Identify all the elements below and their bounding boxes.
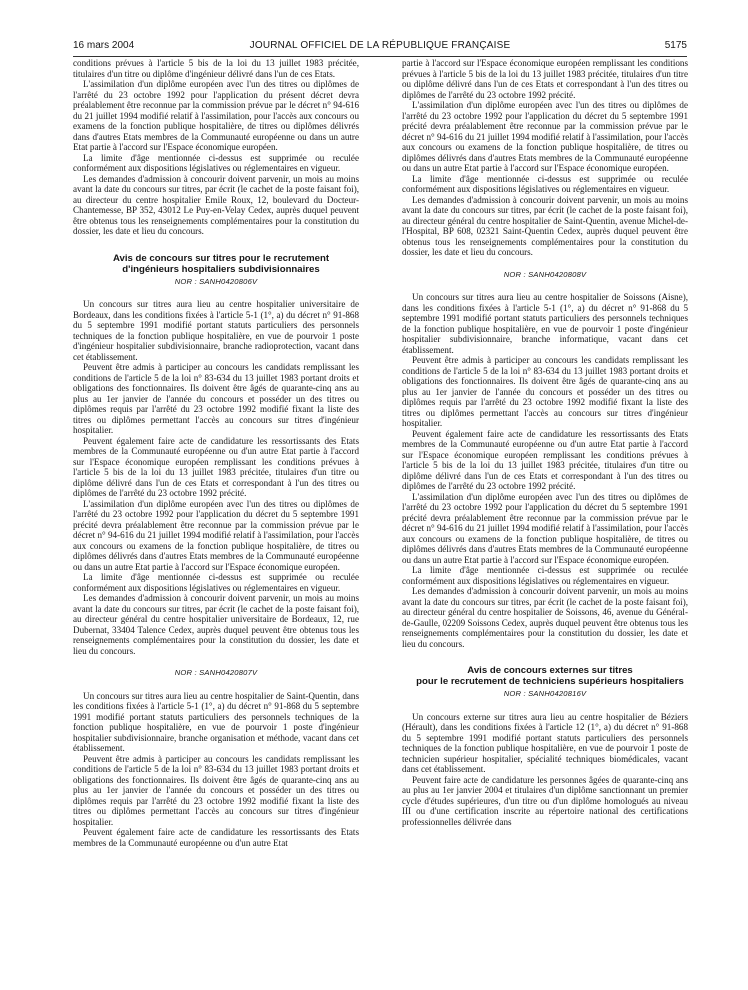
paragraph: Un concours sur titres aura lieu au centre hospitalier de Saint-Quentin, dans les conditions fixées à l'article 5-1 (1°, a) du décret n° 91-868 du 5 septembre 1991 modifié portant statuts particuliers des personnels techniques de la fonction publique hospitalière, en vue de pourvoir 1 poste d'ingénieur hospitalier subdivisionnaire, branche organisation et méthode, vacant dans cet établissement. xyxy=(73,690,359,753)
paragraph: Peuvent faire acte de candidature les personnes âgées de quarante-cinq ans au plus au 1er janvier 2004 et titulaires d'un diplôme sanctionnant un premier cycle d'études supérieures, d'un titre ou d'un diplôme homologués au niveau III ou d'une certification inscrite au répertoire national des certifications professionnelles délivrée dans xyxy=(402,774,688,827)
section-title-line: pour le recrutement de techniciens supérieurs hospitaliers xyxy=(416,676,684,687)
nor-reference xyxy=(402,689,688,700)
page-number: 5175 xyxy=(664,40,687,51)
paragraph: L'assimilation d'un diplôme européen avec l'un des titres ou diplômes de l'arrêté du 23 octobre 1992 pour l'application du décret du 5 septembre 1991 précité devra préalablement être reconnue par la commission prévue par le décret n° 94-616 du 21 juillet 1994 modifié relatif à l'assimilation, pour l'accès aux concours ou examens de la fonction publique hospitalière, de titres ou diplômes délivrés dans d'autres Etats membres de la Communauté européenne ou dans un autre Etat partie à l'accord sur l'Espace économique européen. xyxy=(402,100,688,173)
paragraph: L'assimilation d'un diplôme européen avec l'un des titres ou diplômes de l'arrêté du 23 octobre 1992 pour l'application du présent décret devra préalablement être reconnue par la commission prévue par le décret n° 94-616 du 21 juillet 1994 modifié relatif à l'assimilation, pour l'accès aux concours ou examens de la fonction publique hospitalière, de titres ou diplômes délivrés dans d'autres Etats membres de la Communauté européenne ou dans un autre Etat partie à l'accord sur l'Espace économique européen. xyxy=(73,79,359,152)
paragraph: La limite d'âge mentionnée ci-dessus est supprimée ou reculée conformément aux dispositions législatives ou réglementaires en vigueur. xyxy=(73,572,359,593)
paragraph: L'assimilation d'un diplôme européen avec l'un des titres ou diplômes de l'arrêté du 23 octobre 1992 pour l'application du décret du 5 septembre 1991 précité devra préalablement être reconnue par la commission prévue par le décret n° 94-616 du 21 juillet 1994 modifié relatif à l'assimilation, pour l'accès aux concours ou examens de la fonction publique hospitalière, de titres ou diplômes délivrés dans d'autres Etats membres de la Communauté européenne ou dans un autre Etat partie à l'accord sur l'Espace économique européen. xyxy=(402,491,688,565)
journal-title: JOURNAL OFFICIEL DE LA RÉPUBLIQUE FRANÇAISE xyxy=(249,40,511,51)
nor-reference xyxy=(73,277,359,288)
nor-code: NOR : SANH0420807V xyxy=(174,668,258,677)
paragraph: La limite d'âge mentionnée ci-dessus est supprimée ou reculée conformément aux dispositions législatives ou réglementaires en vigueur. xyxy=(73,152,359,173)
paragraph: Un concours externe sur titres aura lieu au centre hospitalier de Béziers (Hérault), dans les conditions fixées à l'article 12 (1°, a) du décret n° 91-868 du 5 septembre 1991 modifié portant statuts particuliers des personnels techniques de la fonction publique hospitalière, en vue de pourvoir 1 poste de technicien supérieur hospitalier, spécialité techniques biomédicales, vacant dans cet établissement. xyxy=(402,711,688,774)
paragraph: Peuvent être admis à participer au concours les candidats remplissant les conditions de l'article 5 de la loi n° 83-634 du 13 juillet 1983 portant droits et obligations des fonctionnaires. Ils doivent être âgés de quarante-cinq ans au plus au 1er janvier de l'année du concours et posséder un des titres ou diplômes requis par l'arrêté du 23 octobre 1992 modifié fixant la liste des titres ou diplômes permettant l'accès au concours sur titres d'ingénieur hospitalier. xyxy=(73,362,359,435)
paragraph: Peuvent également faire acte de candidature les ressortissants des Etats membres de la Communauté européenne ou d'un autre Etat partie à l'accord sur l'Espace économique européen remplissant les conditions prévues à l'article 5 bis de la loi du 13 juillet 1983 précitée, titulaires d'un titre ou diplôme délivré dans l'un de ces Etats et correspondant à l'un des titres ou diplômes de l'arrêté du 23 octobre 1992 précité. xyxy=(402,428,688,491)
section-title-line: d'ingénieurs hospitaliers subdivisionnaires xyxy=(122,263,320,275)
paragraph: Un concours sur titres aura lieu au centre hospitalier de Soissons (Aisne), dans les conditions fixées à l'article 5-1 (1°, a) du décret n° 91-868 du 5 septembre 1991 modifié portant statuts particuliers des personnels techniques de la fonction publique hospitalière, en vue de pourvoir 1 poste d'ingénieur hospitalier subdivisionnaire, branche informatique, vacant dans cet établissement. xyxy=(402,292,688,355)
paragraph: Peuvent être admis à participer au concours les candidats remplissant les conditions de l'article 5 de la loi n° 83-634 du 13 juillet 1983 portant droits et obligations des fonctionnaires. Ils doivent être âgés de quarante-cinq ans au plus au 1er janvier de l'année du concours et posséder un des titres ou diplômes requis par l'arrêté du 23 octobre 1992 modifié fixant la liste des titres ou diplômes permettant l'accès au concours sur titres d'ingénieur hospitalier. xyxy=(73,753,359,827)
left-column xyxy=(73,58,359,983)
paragraph: partie à l'accord sur l'Espace économique européen remplissant les conditions prévues à l'article 5 bis de la loi du 13 juillet 1983 précitée, titulaires d'un titre ou diplôme délivré dans l'un de ces Etats et correspondant à l'un des titres ou diplômes de l'arrêté du 23 octobre 1992 précité. xyxy=(402,58,688,100)
nor-code: NOR : SANH0420816V xyxy=(503,689,587,698)
spacer xyxy=(73,237,359,253)
paragraph: L'assimilation d'un diplôme européen avec l'un des titres ou diplômes de l'arrêté du 23 octobre 1992 pour l'application du décret du 5 septembre 1991 précité devra préalablement être reconnue par la commission prévue par le décret n° 94-616 du 21 juillet 1994 modifié relatif à l'assimilation, pour l'accès aux concours ou examens de la fonction publique hospitalière, de titres ou diplômes délivrés dans d'autres Etats membres de la Communauté européenne ou dans un autre Etat partie à l'accord sur l'Espace économique européen. xyxy=(73,498,359,572)
section-title-line: Avis de concours sur titres pour le recrutement xyxy=(112,252,330,264)
nor-reference xyxy=(73,668,359,679)
spacer xyxy=(402,649,688,665)
paragraph: Les demandes d'admission à concourir doivent parvenir, un mois au moins avant la date du concours sur titres, par écrit (le cachet de la poste faisant foi), au directeur général du centre hospitalier de Saint-Quentin, avenue Michel-de-l'Hospital, BP 608, 02321 Saint-Quentin Cedex, auprès duquel peuvent être obtenus tous les renseignements complémentaires pour la constitution du dossier, les date et lieu du concours. xyxy=(402,194,688,257)
paragraph: Les demandes d'admission à concourir doivent parvenir, un mois au moins avant la date du concours sur titres, par écrit (le cachet de la poste faisant foi), au directeur général du centre hospitalier universitaire de Bordeaux, 12, rue Dubernat, 33404 Talence Cedex, auprès duquel peuvent être obtenus tous les renseignements complémentaires pour la constitution du dossier, les date et lieu du concours. xyxy=(73,593,359,656)
spacer xyxy=(402,258,688,268)
paragraph: Peuvent être admis à participer au concours les candidats remplissant les conditions de l'article 5 de la loi n° 83-634 du 13 juillet 1983 portant droits et obligations des fonctionnaires. Ils doivent être âgés de quarante-cinq ans au plus au 1er janvier de l'année du concours et posséder un des titres ou diplômes requis par l'arrêté du 23 octobre 1992 modifié fixant la liste des titres ou diplômes permettant l'accès au concours sur titres d'ingénieur hospitalier. xyxy=(402,355,688,428)
nor-code: NOR : SANH0420806V xyxy=(174,276,258,286)
nor-reference xyxy=(402,270,688,281)
paragraph: Peuvent également faire acte de candidature les ressortissants des Etats membres de la Communauté européenne ou d'un autre Etat partie à l'accord sur l'Espace économique européen remplissant les conditions prévues à l'article 5 bis de la loi du 13 juillet 1983 précitée, titulaires d'un titre ou diplôme délivré dans l'un de ces Etats et correspondant à l'un des titres ou diplômes de l'arrêté du 23 octobre 1992 précité. xyxy=(73,435,359,498)
paragraph: conditions prévues à l'article 5 bis de la loi du 13 juillet 1983 précitée, titulaires d'un titre ou diplôme d'ingénieur délivré dans l'un de ces Etats. xyxy=(73,58,359,79)
running-header xyxy=(73,40,687,54)
header-date: 16 mars 2004 xyxy=(73,40,135,51)
paragraph: Les demandes d'admission à concourir doivent parvenir, un mois au moins avant la date du concours sur titres, par écrit (le cachet de la poste faisant foi), au directeur du centre hospitalier Emile Roux, 12, boulevard du Docteur-Chantemesse, BP 352, 43012 Le Puy-en-Velay Cedex, auprès duquel peuvent être obtenus tous les renseignements complémentaires pour la constitution du dossier, les date et lieu du concours. xyxy=(73,173,359,236)
paragraph: Les demandes d'admission à concourir doivent parvenir, un mois au moins avant la date du concours sur titres, par écrit (le cachet de la poste faisant foi), au directeur général du centre hospitalier de Soissons, 46, avenue du Général-de-Gaulle, 02209 Soissons Cedex, auprès duquel peuvent être obtenus tous les renseignements complémentaires pour la constitution du dossier, les date et lieu du concours. xyxy=(402,586,688,649)
right-column xyxy=(402,58,688,983)
paragraph: Un concours sur titres aura lieu au centre hospitalier universitaire de Bordeaux, dans les conditions fixées à l'article 5-1 (1°, a) du décret n° 91-868 du 5 septembre 1991 modifié portant statuts particuliers des personnels techniques de la fonction publique hospitalière, en vue de pourvoir 1 poste d'ingénieur hospitalier subdivisionnaire, branche radioprotection, vacant dans cet établissement. xyxy=(73,299,359,362)
section-title-line: Avis de concours externes sur titres xyxy=(467,665,633,676)
paragraph: La limite d'âge mentionnée ci-dessus est supprimée ou reculée conformément aux dispositions législatives ou réglementaires en vigueur. xyxy=(402,173,688,194)
header-rule xyxy=(73,56,687,57)
spacer xyxy=(73,656,359,666)
nor-code: NOR : SANH0420808V xyxy=(503,269,587,279)
paragraph: La limite d'âge mentionnée ci-dessus est supprimée ou reculée conformément aux dispositions législatives ou réglementaires en vigueur. xyxy=(402,565,688,586)
paragraph: Peuvent également faire acte de candidature les ressortissants des Etats membres de la Communauté européenne ou d'un autre Etat xyxy=(73,827,359,848)
